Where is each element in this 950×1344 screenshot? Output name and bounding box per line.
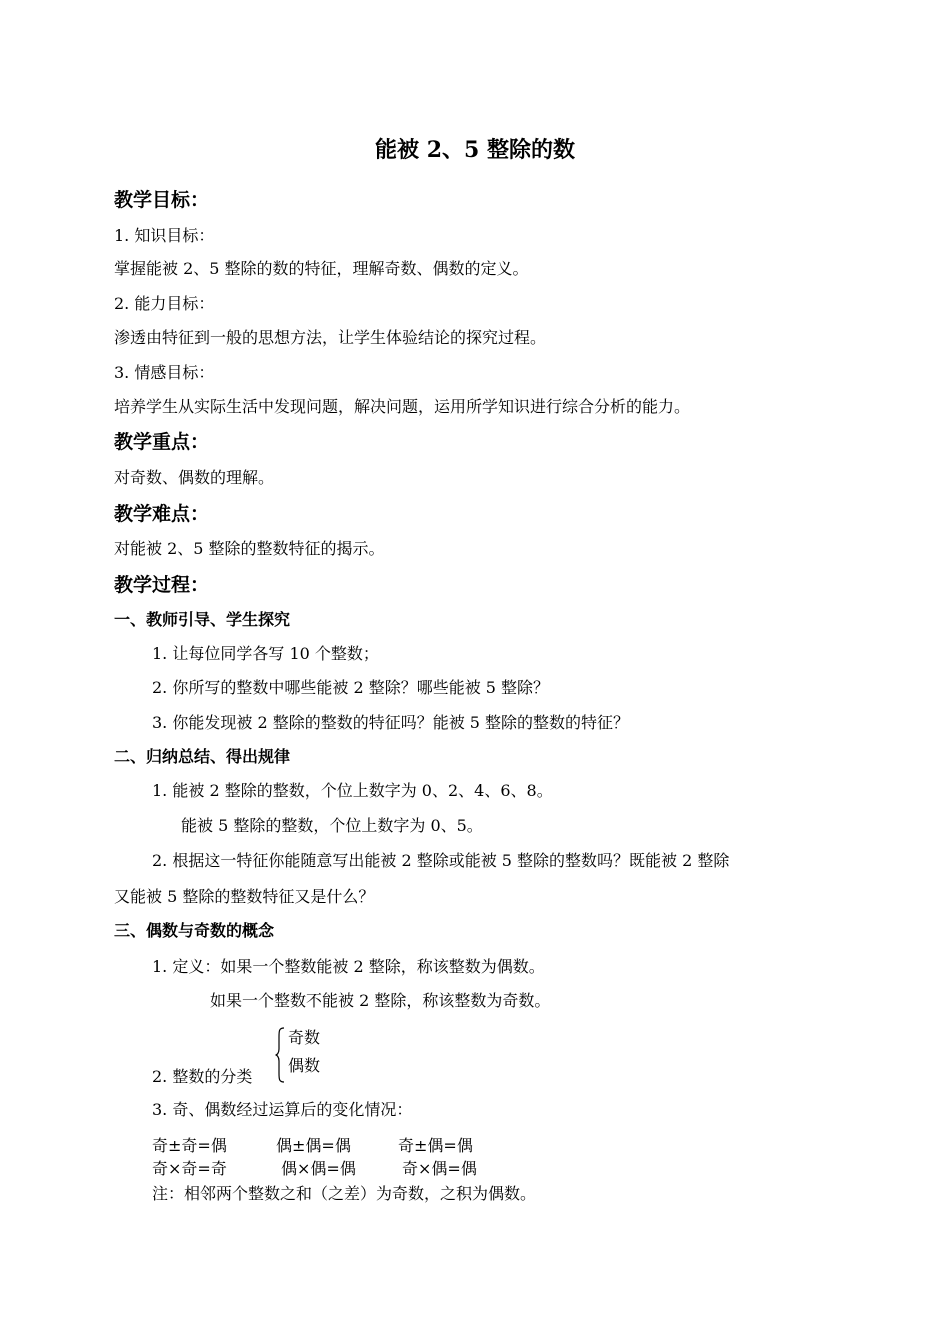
classification-odd: 奇数 (288, 1028, 321, 1047)
ops-row-2-a: 奇×奇=奇 (152, 1159, 227, 1178)
section-2-item-1a: 1. 能被 2 整除的整数，个位上数字为 0、2、4、6、8。 (152, 781, 553, 800)
goal-3-label: 3. 情感目标： (114, 363, 215, 382)
section-1-item-3: 3. 你能发现被 2 整除的整数的特征吗？能被 5 整除的整数的特征？ (152, 713, 630, 732)
goal-1-text: 掌握能被 2、5 整除的数的特征，理解奇数、偶数的定义。 (114, 259, 529, 278)
section-2-item-1b: 能被 5 整除的整数，个位上数字为 0、5。 (181, 816, 483, 835)
goal-2-label: 2. 能力目标： (114, 294, 215, 313)
section-2-heading: 二、归纳总结、得出规律 (114, 747, 291, 766)
goals-heading: 教学目标： (114, 189, 210, 211)
ops-row-2-c: 奇×偶=偶 (402, 1159, 477, 1178)
ops-row-1-a: 奇±奇=偶 (152, 1136, 227, 1155)
classification-label: 2. 整数的分类 (152, 1067, 253, 1086)
section-1-item-1: 1. 让每位同学各写 10 个整数； (152, 644, 379, 663)
page-title: 能被 2、5 整除的数 (375, 137, 575, 163)
note-text: 注：相邻两个整数之和（之差）为奇数，之积为偶数。 (152, 1184, 537, 1203)
goal-3-text: 培养学生从实际生活中发现问题，解决问题，运用所学知识进行综合分析的能力。 (114, 397, 691, 416)
section-1-heading: 一、教师引导、学生探究 (114, 610, 291, 629)
section-2-item-2b: 又能被 5 整除的整数特征又是什么？ (114, 887, 375, 906)
key-point-heading: 教学重点： (114, 431, 210, 453)
key-point-text: 对奇数、偶数的理解。 (114, 468, 275, 487)
section-3-heading: 三、偶数与奇数的概念 (114, 921, 275, 940)
section-1-item-2: 2. 你所写的整数中哪些能被 2 整除？哪些能被 5 整除？ (152, 678, 550, 697)
ops-row-1-b: 偶±偶=偶 (276, 1136, 351, 1155)
section-2-item-2a: 2. 根据这一特征你能随意写出能被 2 整除或能被 5 整除的整数吗？既能被 2 整除 (152, 851, 730, 870)
goal-1-label: 1. 知识目标： (114, 226, 215, 245)
definition-odd: 如果一个整数不能被 2 整除，称该整数为奇数。 (210, 991, 551, 1010)
definition-even: 1. 定义：如果一个整数能被 2 整除，称该整数为偶数。 (152, 957, 545, 976)
classification-even: 偶数 (288, 1056, 321, 1075)
process-heading: 教学过程： (114, 574, 210, 596)
ops-row-1-c: 奇±偶=偶 (398, 1136, 473, 1155)
operations-label: 3. 奇、偶数经过运算后的变化情况： (152, 1100, 413, 1119)
difficulty-heading: 教学难点： (114, 503, 210, 525)
goal-2-text: 渗透由特征到一般的思想方法，让学生体验结论的探究过程。 (114, 328, 547, 347)
difficulty-text: 对能被 2、5 整除的整数特征的揭示。 (114, 539, 385, 558)
ops-row-2-b: 偶×偶=偶 (281, 1159, 356, 1178)
curly-brace-icon (275, 1027, 285, 1083)
